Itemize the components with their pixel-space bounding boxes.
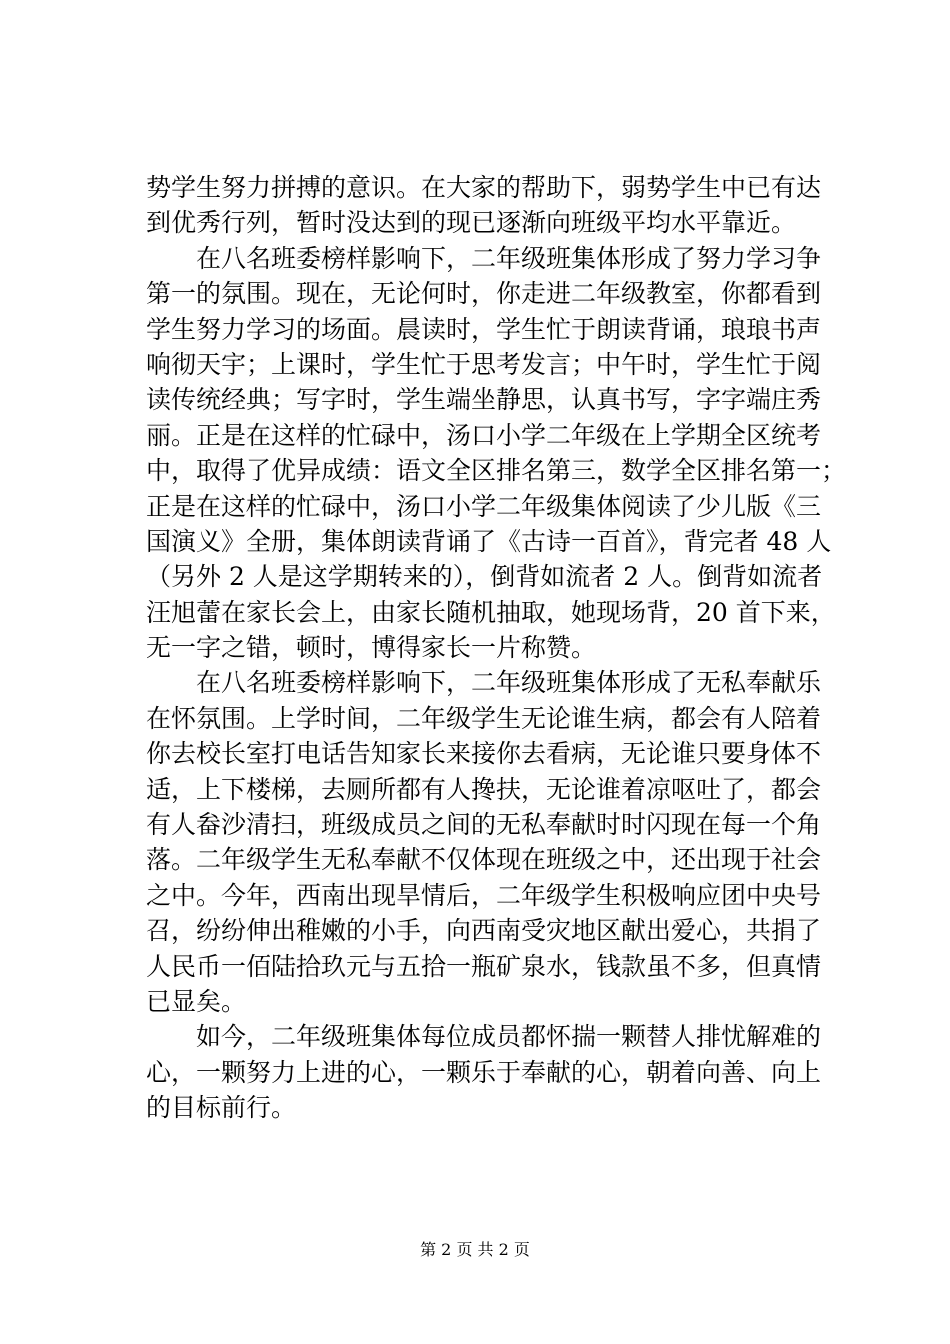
text-line: 在八名班委榜样影响下，二年级班集体形成了努力学习争 xyxy=(146,243,822,273)
text-line: 适，上下楼梯，去厕所都有人搀扶，无论谁着凉呕吐了，都会 xyxy=(146,774,822,804)
text-line: 已显矣。 xyxy=(146,986,247,1016)
text-line: 到优秀行列，暂时没达到的现已逐渐向班级平均水平靠近。 xyxy=(146,208,797,238)
text-line: 国演义》全册，集体朗读背诵了《古诗一百首》，背完者 48 人 xyxy=(146,526,832,556)
text-line: 无一字之错，顿时，博得家长一片称赞。 xyxy=(146,633,597,663)
text-line: 召，纷纷伸出稚嫩的小手，向西南受灾地区献出爱心，共捐了 xyxy=(146,916,822,946)
text-line: 响彻天宇；上课时，学生忙于思考发言；中午时，学生忙于阅 xyxy=(146,349,822,379)
text-line: 第一的氛围。现在，无论何时，你走进二年级教室，你都看到 xyxy=(146,279,822,309)
text-line: 有人畚沙清扫，班级成员之间的无私奉献时时闪现在每一个角 xyxy=(146,810,822,840)
text-line: 的目标前行。 xyxy=(146,1093,297,1123)
text-line: 你去校长室打电话告知家长来接你去看病，无论谁只要身体不 xyxy=(146,739,822,769)
body-text xyxy=(146,170,847,1126)
page-footer: 第 2 页 共 2 页 xyxy=(420,1240,530,1259)
text-line: 如今，二年级班集体每位成员都怀揣一颗替人排忧解难的 xyxy=(146,1022,822,1052)
text-line: 中，取得了优异成绩：语文全区排名第三，数学全区排名第一； xyxy=(146,456,847,486)
text-line: 心，一颗努力上进的心，一颗乐于奉献的心，朝着向善、向上 xyxy=(146,1057,822,1087)
text-line: 丽。正是在这样的忙碌中，汤口小学二年级在上学期全区统考 xyxy=(146,420,822,450)
text-line: 势学生努力拼搏的意识。在大家的帮助下，弱势学生中已有达 xyxy=(146,173,822,202)
text-line: 在八名班委榜样影响下，二年级班集体形成了无私奉献乐 xyxy=(146,668,822,698)
text-line: 读传统经典；写字时，学生端坐静思，认真书写，字字端庄秀 xyxy=(146,385,822,415)
text-line: 之中。今年，西南出现旱情后，二年级学生积极响应团中央号 xyxy=(146,880,822,910)
text-line: 学生努力学习的场面。晨读时，学生忙于朗读背诵，琅琅书声 xyxy=(146,314,822,344)
text-line: （另外 2 人是这学期转来的），倒背如流者 2 人。倒背如流者 xyxy=(146,562,823,592)
text-line: 落。二年级学生无私奉献不仅体现在班级之中，还出现于社会 xyxy=(146,845,822,875)
text-line: 正是在这样的忙碌中，汤口小学二年级集体阅读了少儿版《三 xyxy=(146,491,822,521)
text-line: 人民币一佰陆拾玖元与五拾一瓶矿泉水，钱款虽不多，但真情 xyxy=(146,951,822,981)
text-line: 汪旭蕾在家长会上，由家长随机抽取，她现场背，20 首下来， xyxy=(146,597,836,627)
text-line: 在怀氛围。上学时间，二年级学生无论谁生病，都会有人陪着 xyxy=(146,703,822,733)
